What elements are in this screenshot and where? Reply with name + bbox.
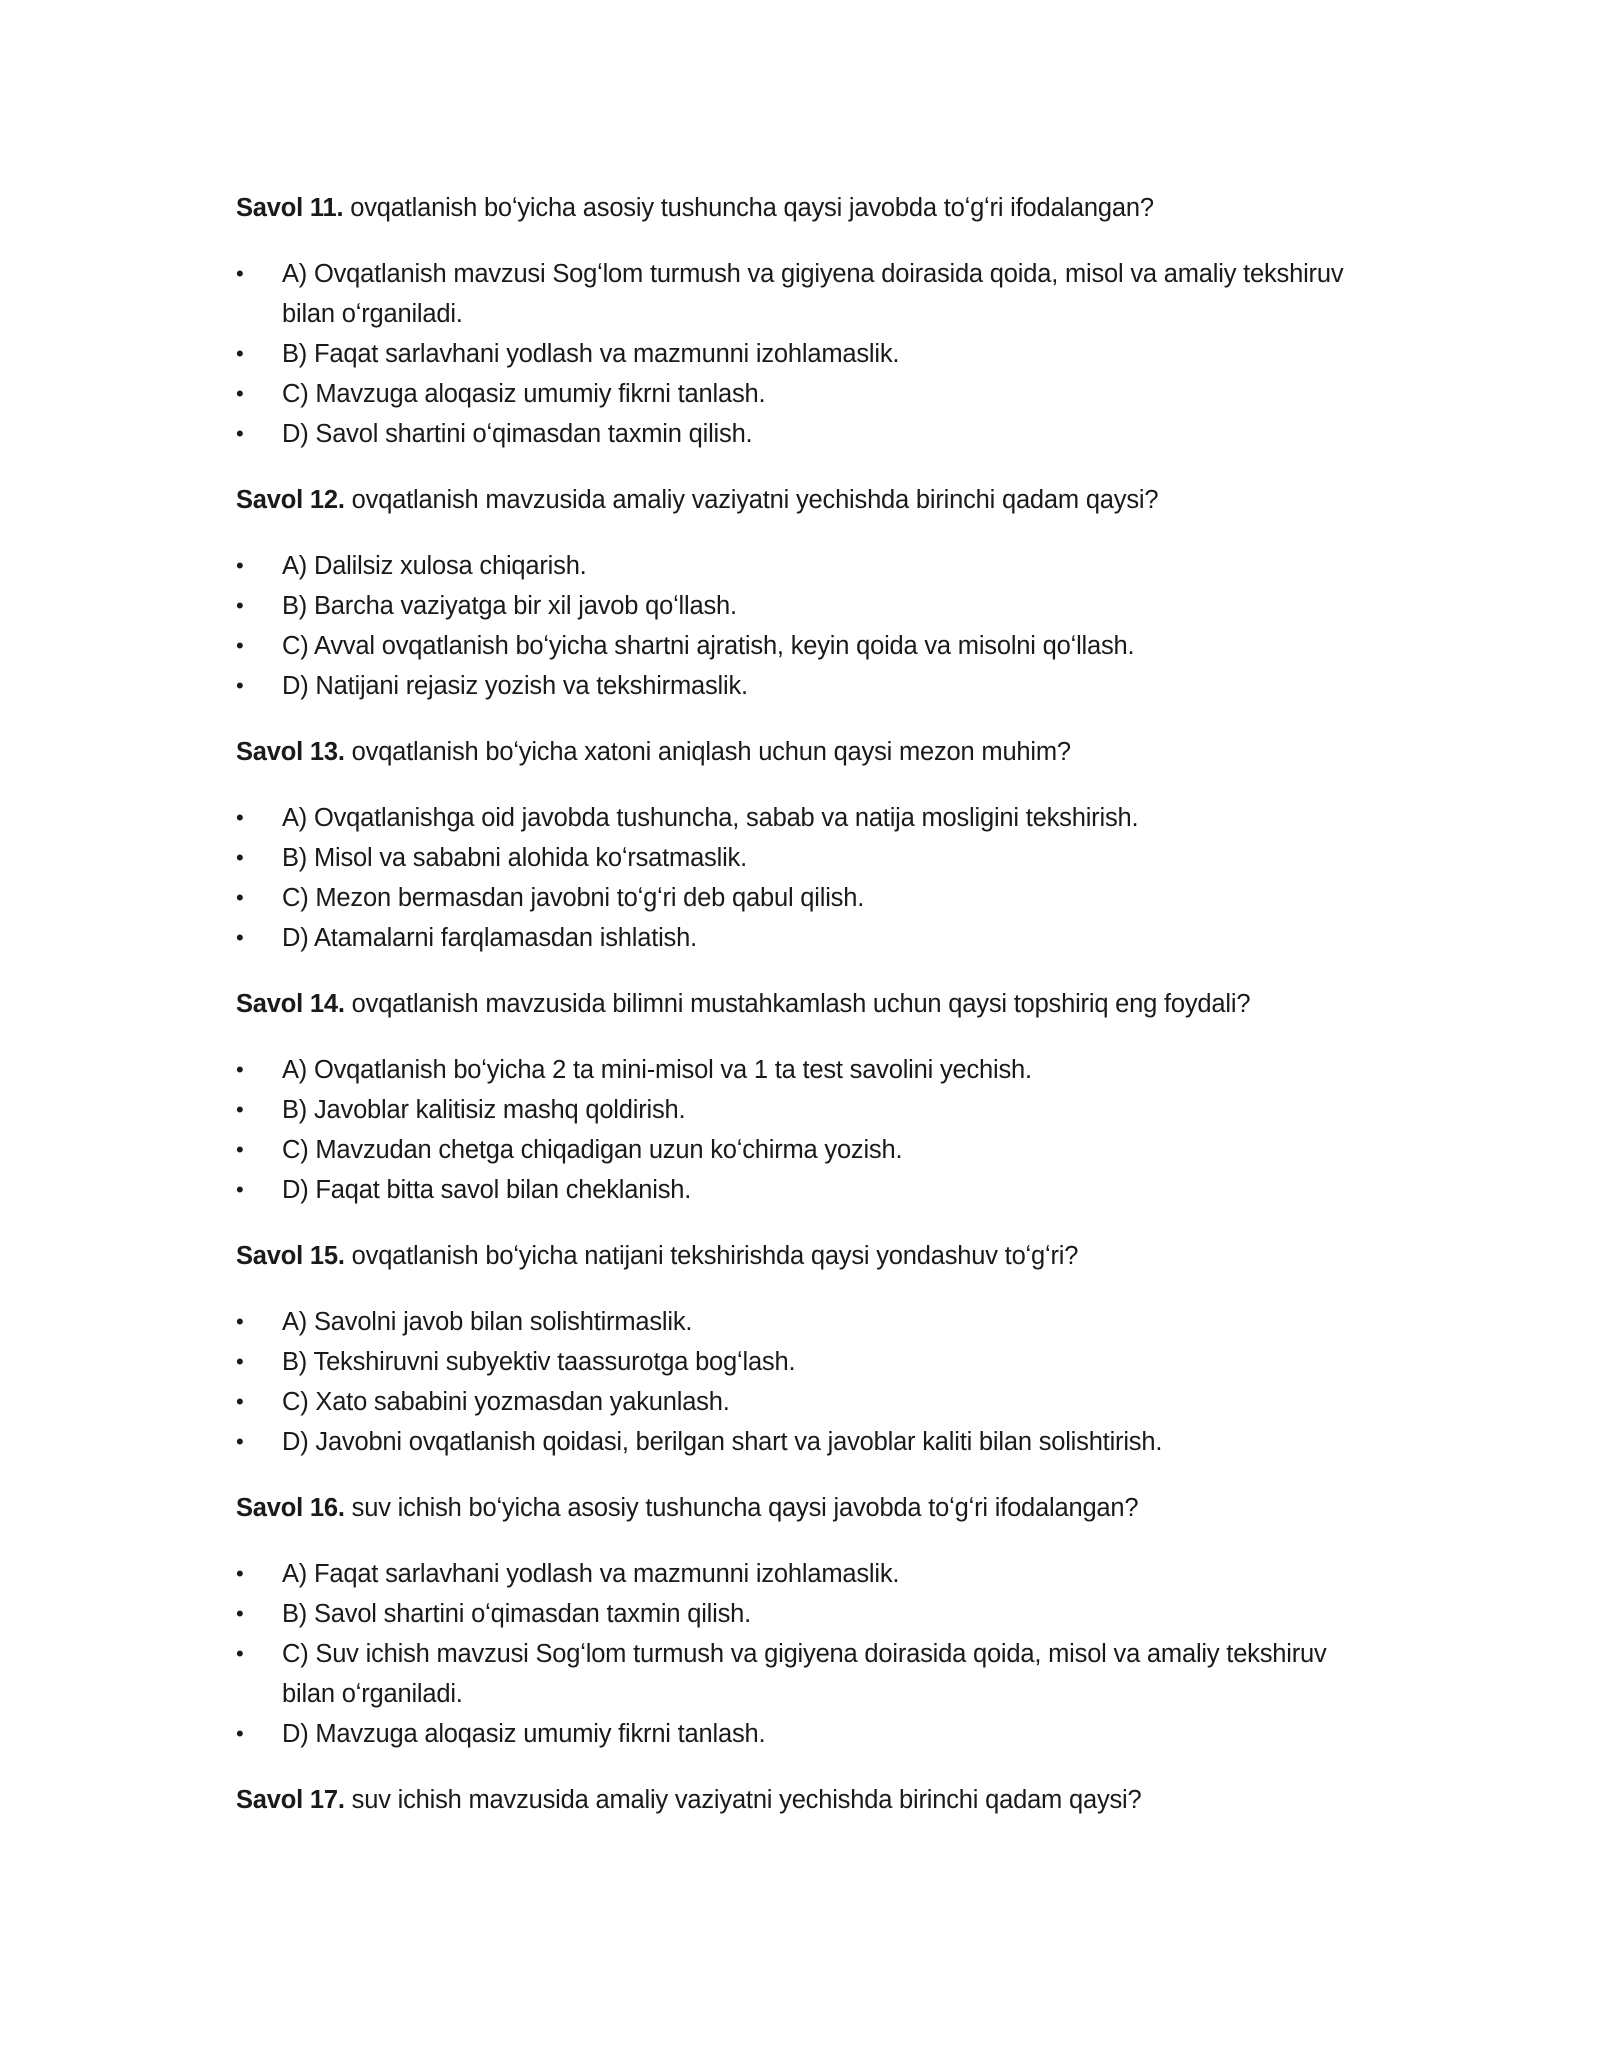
bullet-icon: • xyxy=(236,1641,244,1666)
bullet-icon: • xyxy=(236,593,244,618)
option-text: D) Natijani rejasiz yozish va tekshirmaslik. xyxy=(282,672,748,700)
bullet-icon: • xyxy=(236,1137,244,1162)
option-text: D) Atamalarni farqlamasdan ishlatish. xyxy=(282,924,697,952)
question-12 xyxy=(236,480,1376,706)
option-list xyxy=(236,1050,1376,1210)
option-text: B) Savol shartini oʻqimasdan taxmin qilish. xyxy=(282,1600,752,1628)
option-a xyxy=(236,1302,1376,1342)
bullet-icon: • xyxy=(236,1057,244,1082)
question-number: Savol 11. xyxy=(236,194,344,222)
option-c xyxy=(236,1130,1376,1170)
question-title xyxy=(236,984,1376,1024)
question-number: Savol 13. xyxy=(236,738,345,766)
option-c xyxy=(236,626,1376,666)
option-a xyxy=(236,254,1376,334)
option-text: D) Mavzuga aloqasiz umumiy fikrni tanlash. xyxy=(282,1720,766,1748)
option-text: D) Javobni ovqatlanish qoidasi, berilgan shart va javoblar kaliti bilan solishtirish. xyxy=(282,1428,1163,1456)
bullet-icon: • xyxy=(236,1177,244,1202)
question-text: ovqatlanish mavzusida amaliy vaziyatni yechishda birinchi qadam qaysi? xyxy=(344,486,1159,514)
bullet-icon: • xyxy=(236,1349,244,1374)
option-a xyxy=(236,1050,1376,1090)
question-title xyxy=(236,1236,1376,1276)
option-b xyxy=(236,1342,1376,1382)
bullet-icon: • xyxy=(236,885,244,910)
question-title xyxy=(236,732,1376,772)
question-number: Savol 16. xyxy=(236,1494,345,1522)
question-title xyxy=(236,480,1376,520)
option-list xyxy=(236,546,1376,706)
question-text: ovqatlanish mavzusida bilimni mustahkamlash uchun qaysi topshiriq eng foydali? xyxy=(344,990,1251,1018)
option-b xyxy=(236,838,1376,878)
option-list xyxy=(236,798,1376,958)
option-a xyxy=(236,1554,1376,1594)
option-text: A) Savolni javob bilan solishtirmaslik. xyxy=(282,1308,693,1336)
option-d xyxy=(236,1714,1376,1754)
option-text: C) Xato sababini yozmasdan yakunlash. xyxy=(282,1388,730,1416)
bullet-icon: • xyxy=(236,925,244,950)
bullet-icon: • xyxy=(236,381,244,406)
option-text: C) Mavzudan chetga chiqadigan uzun koʻchirma yozish. xyxy=(282,1136,903,1164)
option-c xyxy=(236,1382,1376,1422)
bullet-icon: • xyxy=(236,673,244,698)
option-text: C) Suv ichish mavzusi Sogʻlom turmush va gigiyena doirasida qoida, misol va amaliy tekshiruv bilan oʻrganiladi. xyxy=(282,1640,1327,1708)
option-text: C) Mavzuga aloqasiz umumiy fikrni tanlash. xyxy=(282,380,766,408)
option-d xyxy=(236,666,1376,706)
option-text: B) Faqat sarlavhani yodlash va mazmunni izohlamaslik. xyxy=(282,340,900,368)
option-list xyxy=(236,254,1376,454)
question-text: suv ichish mavzusida amaliy vaziyatni yechishda birinchi qadam qaysi? xyxy=(344,1786,1142,1814)
question-14 xyxy=(236,984,1376,1210)
option-text: C) Avval ovqatlanish boʻyicha shartni ajratish, keyin qoida va misolni qoʻllash. xyxy=(282,632,1135,660)
bullet-icon: • xyxy=(236,805,244,830)
option-d xyxy=(236,1422,1376,1462)
question-16 xyxy=(236,1488,1376,1754)
question-number: Savol 12. xyxy=(236,486,345,514)
bullet-icon: • xyxy=(236,1429,244,1454)
option-c xyxy=(236,878,1376,918)
option-b xyxy=(236,586,1376,626)
option-list xyxy=(236,1554,1376,1754)
document-content xyxy=(236,188,1376,1846)
option-b xyxy=(236,1090,1376,1130)
option-text: A) Dalilsiz xulosa chiqarish. xyxy=(282,552,587,580)
option-b xyxy=(236,334,1376,374)
bullet-icon: • xyxy=(236,1601,244,1626)
option-text: A) Ovqatlanish mavzusi Sogʻlom turmush va gigiyena doirasida qoida, misol va amaliy tekshiruv bilan oʻrganiladi. xyxy=(282,260,1344,328)
option-d xyxy=(236,918,1376,958)
bullet-icon: • xyxy=(236,421,244,446)
question-17 xyxy=(236,1780,1376,1820)
option-d xyxy=(236,414,1376,454)
option-text: B) Tekshiruvni subyektiv taassurotga bogʻlash. xyxy=(282,1348,796,1376)
bullet-icon: • xyxy=(236,341,244,366)
option-d xyxy=(236,1170,1376,1210)
option-c xyxy=(236,374,1376,414)
option-list xyxy=(236,1302,1376,1462)
bullet-icon: • xyxy=(236,1721,244,1746)
question-title xyxy=(236,188,1376,228)
bullet-icon: • xyxy=(236,261,244,286)
option-a xyxy=(236,546,1376,586)
question-title xyxy=(236,1488,1376,1528)
option-text: B) Barcha vaziyatga bir xil javob qoʻllash. xyxy=(282,592,737,620)
option-text: B) Javoblar kalitisiz mashq qoldirish. xyxy=(282,1096,686,1124)
option-text: A) Ovqatlanish boʻyicha 2 ta mini-misol va 1 ta test savolini yechish. xyxy=(282,1056,1032,1084)
bullet-icon: • xyxy=(236,1561,244,1586)
bullet-icon: • xyxy=(236,845,244,870)
question-number: Savol 15. xyxy=(236,1242,345,1270)
option-text: A) Faqat sarlavhani yodlash va mazmunni izohlamaslik. xyxy=(282,1560,900,1588)
bullet-icon: • xyxy=(236,1389,244,1414)
bullet-icon: • xyxy=(236,1309,244,1334)
question-11 xyxy=(236,188,1376,454)
question-text: ovqatlanish boʻyicha natijani tekshirishda qaysi yondashuv toʻgʻri? xyxy=(344,1242,1079,1270)
question-number: Savol 14. xyxy=(236,990,345,1018)
option-text: D) Savol shartini oʻqimasdan taxmin qilish. xyxy=(282,420,753,448)
question-number: Savol 17. xyxy=(236,1786,345,1814)
bullet-icon: • xyxy=(236,553,244,578)
question-title xyxy=(236,1780,1376,1820)
option-text: D) Faqat bitta savol bilan cheklanish. xyxy=(282,1176,692,1204)
question-13 xyxy=(236,732,1376,958)
bullet-icon: • xyxy=(236,1097,244,1122)
option-text: B) Misol va sababni alohida koʻrsatmaslik. xyxy=(282,844,747,872)
option-a xyxy=(236,798,1376,838)
question-text: ovqatlanish boʻyicha xatoni aniqlash uchun qaysi mezon muhim? xyxy=(344,738,1071,766)
bullet-icon: • xyxy=(236,633,244,658)
question-15 xyxy=(236,1236,1376,1462)
option-c xyxy=(236,1634,1376,1714)
question-text: suv ichish boʻyicha asosiy tushuncha qaysi javobda toʻgʻri ifodalangan? xyxy=(344,1494,1139,1522)
question-text: ovqatlanish boʻyicha asosiy tushuncha qaysi javobda toʻgʻri ifodalangan? xyxy=(343,194,1154,222)
option-text: C) Mezon bermasdan javobni toʻgʻri deb qabul qilish. xyxy=(282,884,865,912)
option-b xyxy=(236,1594,1376,1634)
option-text: A) Ovqatlanishga oid javobda tushuncha, sabab va natija mosligini tekshirish. xyxy=(282,804,1139,832)
